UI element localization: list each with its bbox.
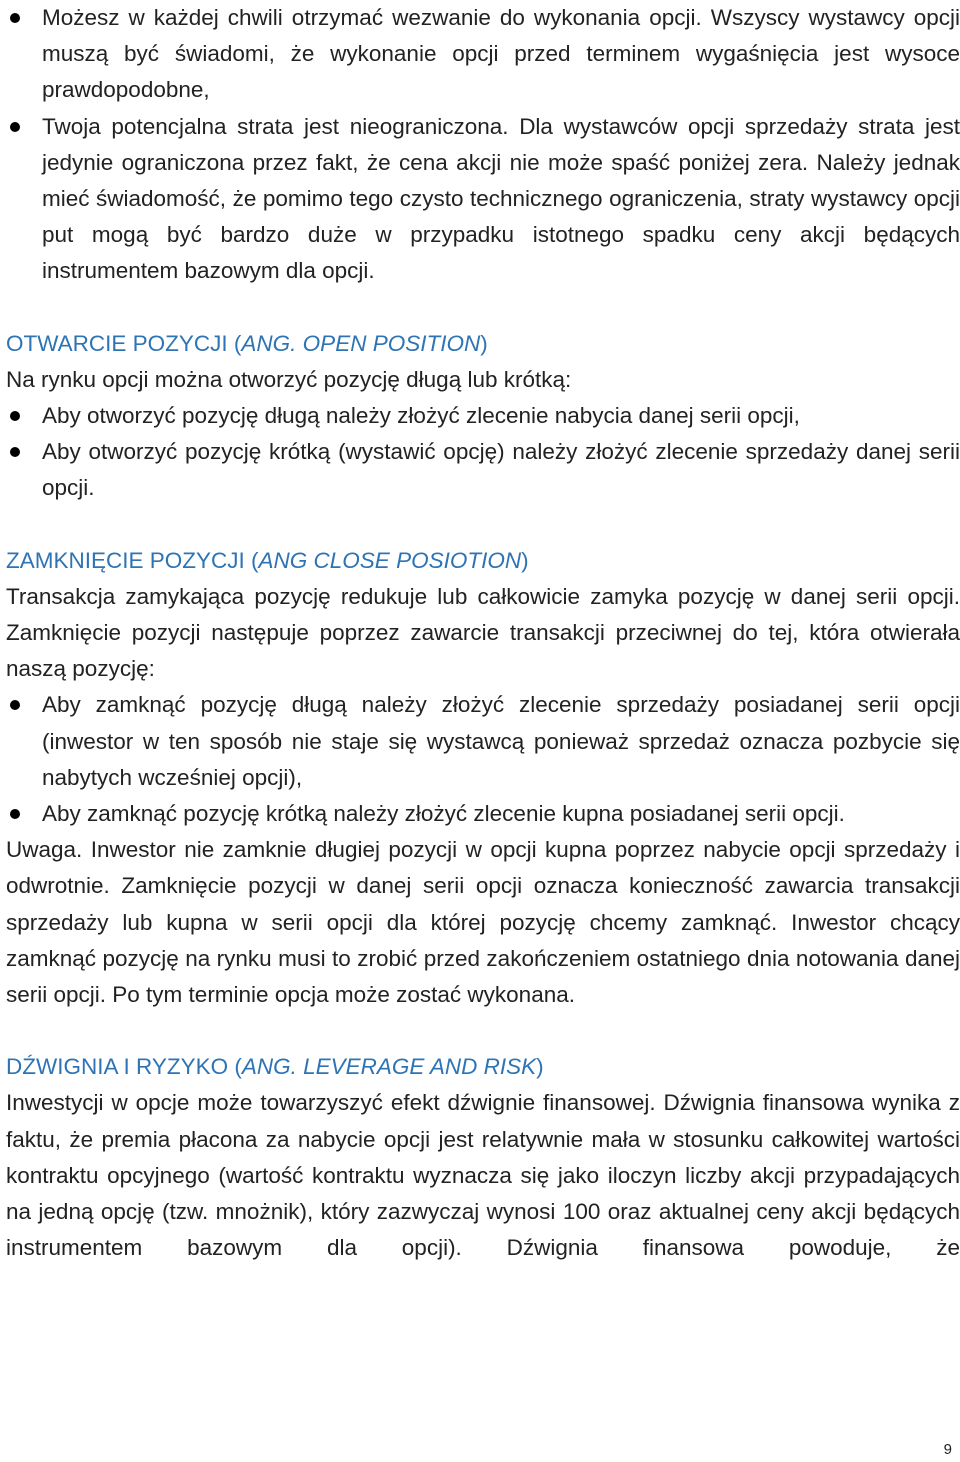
bullet-icon — [10, 700, 20, 710]
bullet-icon — [10, 122, 20, 132]
bullet-icon — [10, 13, 20, 23]
bullet-icon — [10, 411, 20, 421]
open-position-intro: Na rynku opcji można otworzyć pozycję długą lub krótką: — [6, 366, 572, 392]
list-item: Aby zamknąć pozycję długą należy złożyć zlecenie sprzedaży posiadanej serii opcji (inwestor w ten sposób nie staje się wystawcą ponieważ sprzedaż oznacza pozbycie się nabytych wcześniej opcji), — [6, 687, 960, 796]
list-item: Możesz w każdej chwili otrzymać wezwanie do wykonania opcji. Wszyscy wystawcy opcji muszą być świadomi, że wykonanie opcji przed terminem wygaśnięcia jest wysoce prawdopodobne, — [6, 0, 960, 109]
bullet-icon — [10, 809, 20, 819]
list-item: Aby otworzyć pozycję długą należy złożyć zlecenie nabycia danej serii opcji, — [6, 398, 960, 434]
list-item: Aby otworzyć pozycję krótką (wystawić opcję) należy złożyć zlecenie sprzedaży danej serii opcji. — [6, 434, 960, 506]
section-heading-open-position: OTWARCIE POZYCJI (ANG. OPEN POSITION) — [6, 330, 488, 356]
section-heading-close-position: ZAMKNIĘCIE POZYCJI (ANG CLOSE POSIOTION) — [6, 547, 529, 573]
list-item: Twoja potencjalna strata jest nieograniczona. Dla wystawców opcji sprzedaży strata jest jedynie ograniczona przez fakt, że cena akcji nie może spaść poniżej zera. Należy jednak mieć świadomość, że pomimo tego czysto technicznego ograniczenia, straty wystawcy opcji put mogą być bardzo duże w przypadku istotnego spadku ceny akcji będących instrumentem bazowym dla opcji. — [6, 109, 960, 290]
document-page — [6, 0, 960, 1267]
leverage-paragraph: Inwestycji w opcje może towarzyszyć efekt dźwignie finansowej. Dźwignia finansowa wynika z faktu, że premia płacona za nabycie opcji jest relatywnie mała w stosunku całkowitej wartości kontraktu opcyjnego (wartość kontraktu wyznacza się jako iloczyn liczby akcji przypadających na jedną opcję (tzw. mnożnik), który zazwyczaj wynosi 100 oraz aktualnej ceny akcji będących instrumentem bazowym dla opcji). Dźwignia finansowa powoduje, że — [6, 1090, 960, 1261]
section-heading-leverage: DŹWIGNIA I RYZYKO (ANG. LEVERAGE AND RISK) — [6, 1054, 544, 1080]
close-position-intro: Transakcja zamykająca pozycję redukuje lub całkowicie zamyka pozycję w danej serii opcji. Zamknięcie pozycji następuje poprzez zawarcie transakcji przeciwnej do tej, która otwierała naszą pozycję: — [6, 583, 960, 682]
close-position-list — [6, 687, 960, 832]
list-item: Aby zamknąć pozycję krótką należy złożyć zlecenie kupna posiadanej serii opcji. — [6, 796, 960, 832]
close-position-note: Uwaga. Inwestor nie zamknie długiej pozycji w opcji kupna poprzez nabycie opcji sprzedaży i odwrotnie. Zamknięcie pozycji w danej serii opcji oznacza konieczność zawarcia transakcji sprzedaży lub kupna w serii opcji dla której pozycję chcemy zamknąć. Inwestor chcący zamknąć pozycję na rynku musi to zrobić przed zakończeniem ostatniego dnia notowania danej serii opcji. Po tym terminie opcja może zostać wykonana. — [6, 837, 960, 1008]
risk-list — [6, 0, 960, 290]
page-number: 9 — [943, 1441, 952, 1458]
bullet-icon — [10, 447, 20, 457]
open-position-list — [6, 398, 960, 507]
